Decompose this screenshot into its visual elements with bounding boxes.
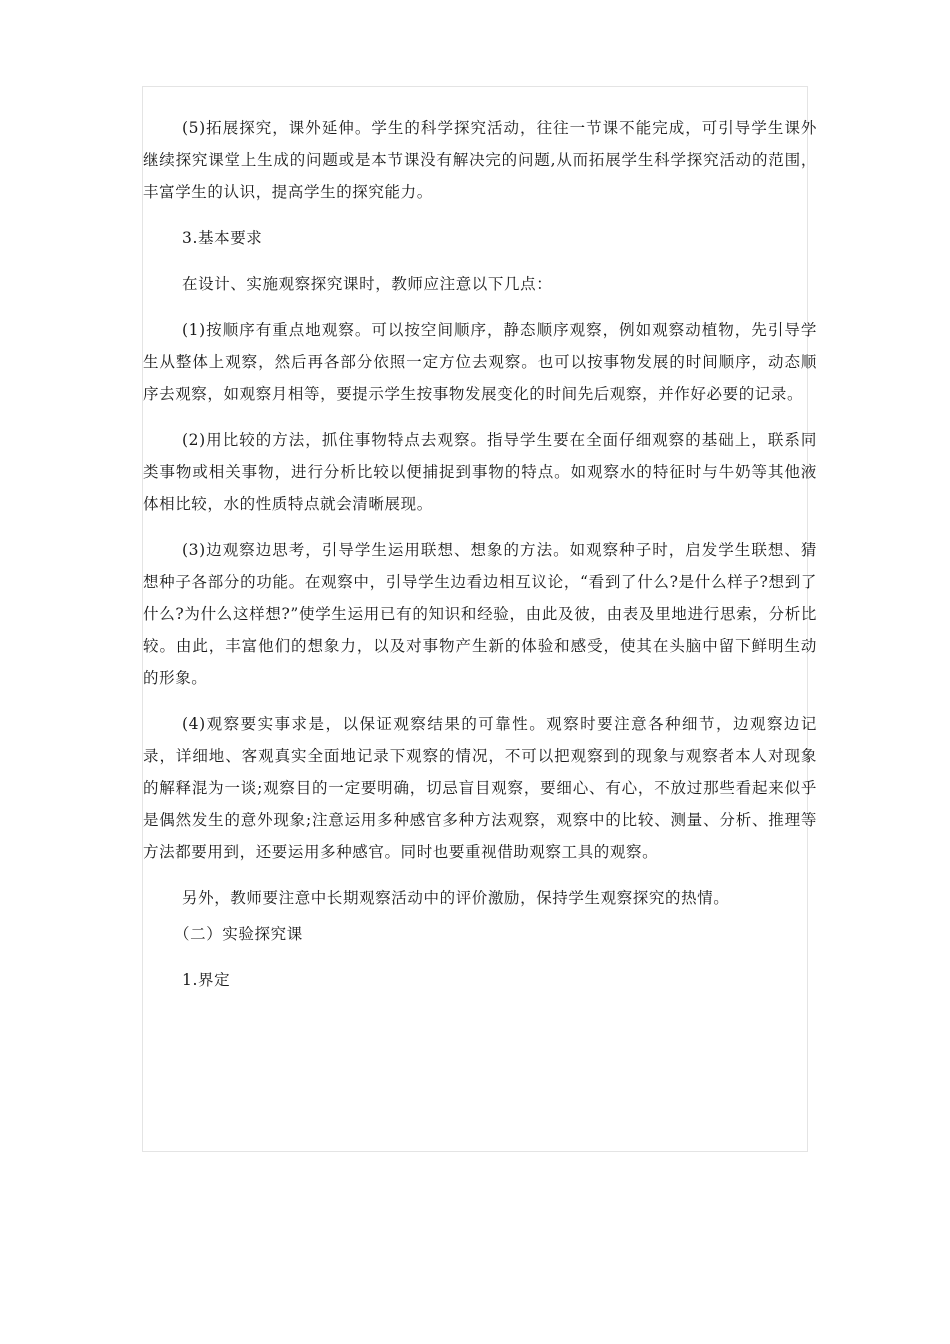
paragraph-point-3: (3)边观察边思考，引导学生运用联想、想象的方法。如观察种子时，启发学生联想、猜想种子各部分的功能。在观察中，引导学生边看边相互议论，“看到了什么?是什么样子?想到了什么?为什么这样想?”使学生运用已有的知识和经验，由此及彼，由表及里地进行思索，分析比较。由此，丰富他们的想象力，以及对事物产生新的体验和感受，使其在头脑中留下鲜明生动的形象。 bbox=[143, 541, 817, 687]
paragraph-point-2: (2)用比较的方法，抓住事物特点去观察。指导学生要在全面仔细观察的基础上，联系同类事物或相关事物，进行分析比较以便捕捉到事物的特点。如观察水的特征时与牛奶等其他液体相比较，水的性质特点就会清晰展现。 bbox=[143, 431, 817, 513]
paragraph-additional: 另外，教师要注意中长期观察活动中的评价激励，保持学生观察探究的热情。 bbox=[182, 889, 730, 907]
section-heading-experiment: （二）实验探究课 bbox=[174, 925, 303, 943]
document-body bbox=[143, 112, 817, 996]
paragraph-point-4: (4)观察要实事求是，以保证观察结果的可靠性。观察时要注意各种细节，边观察边记录，详细地、客观真实全面地记录下观察的情况，不可以把观察到的现象与观察者本人对现象的解释混为一谈;观察目的一定要明确，切忌盲目观察，要细心、有心，不放过那些看起来似乎是偶然发生的意外现象;注意运用多种感官多种方法观察，观察中的比较、测量、分析、推理等方法都要用到，还要运用多种感官。同时也要重视借助观察工具的观察。 bbox=[143, 715, 817, 861]
heading-definition: 1.界定 bbox=[182, 971, 231, 989]
paragraph-intro-points: 在设计、实施观察探究课时，教师应注意以下几点： bbox=[182, 275, 553, 293]
paragraph-point-1: (1)按顺序有重点地观察。可以按空间顺序，静态顺序观察，例如观察动植物，先引导学生从整体上观察，然后再各部分依照一定方位去观察。也可以按事物发展的时间顺序，动态顺序去观察，如观察月相等，要提示学生按事物发展变化的时间先后观察，并作好必要的记录。 bbox=[143, 321, 817, 403]
heading-basic-requirements: 3.基本要求 bbox=[182, 229, 263, 247]
paragraph-extension-inquiry: (5)拓展探究，课外延伸。学生的科学探究活动，往往一节课不能完成，可引导学生课外继续探究课堂上生成的问题或是本节课没有解决完的问题,从而拓展学生科学探究活动的范围，丰富学生的认识，提高学生的探究能力。 bbox=[143, 119, 817, 201]
